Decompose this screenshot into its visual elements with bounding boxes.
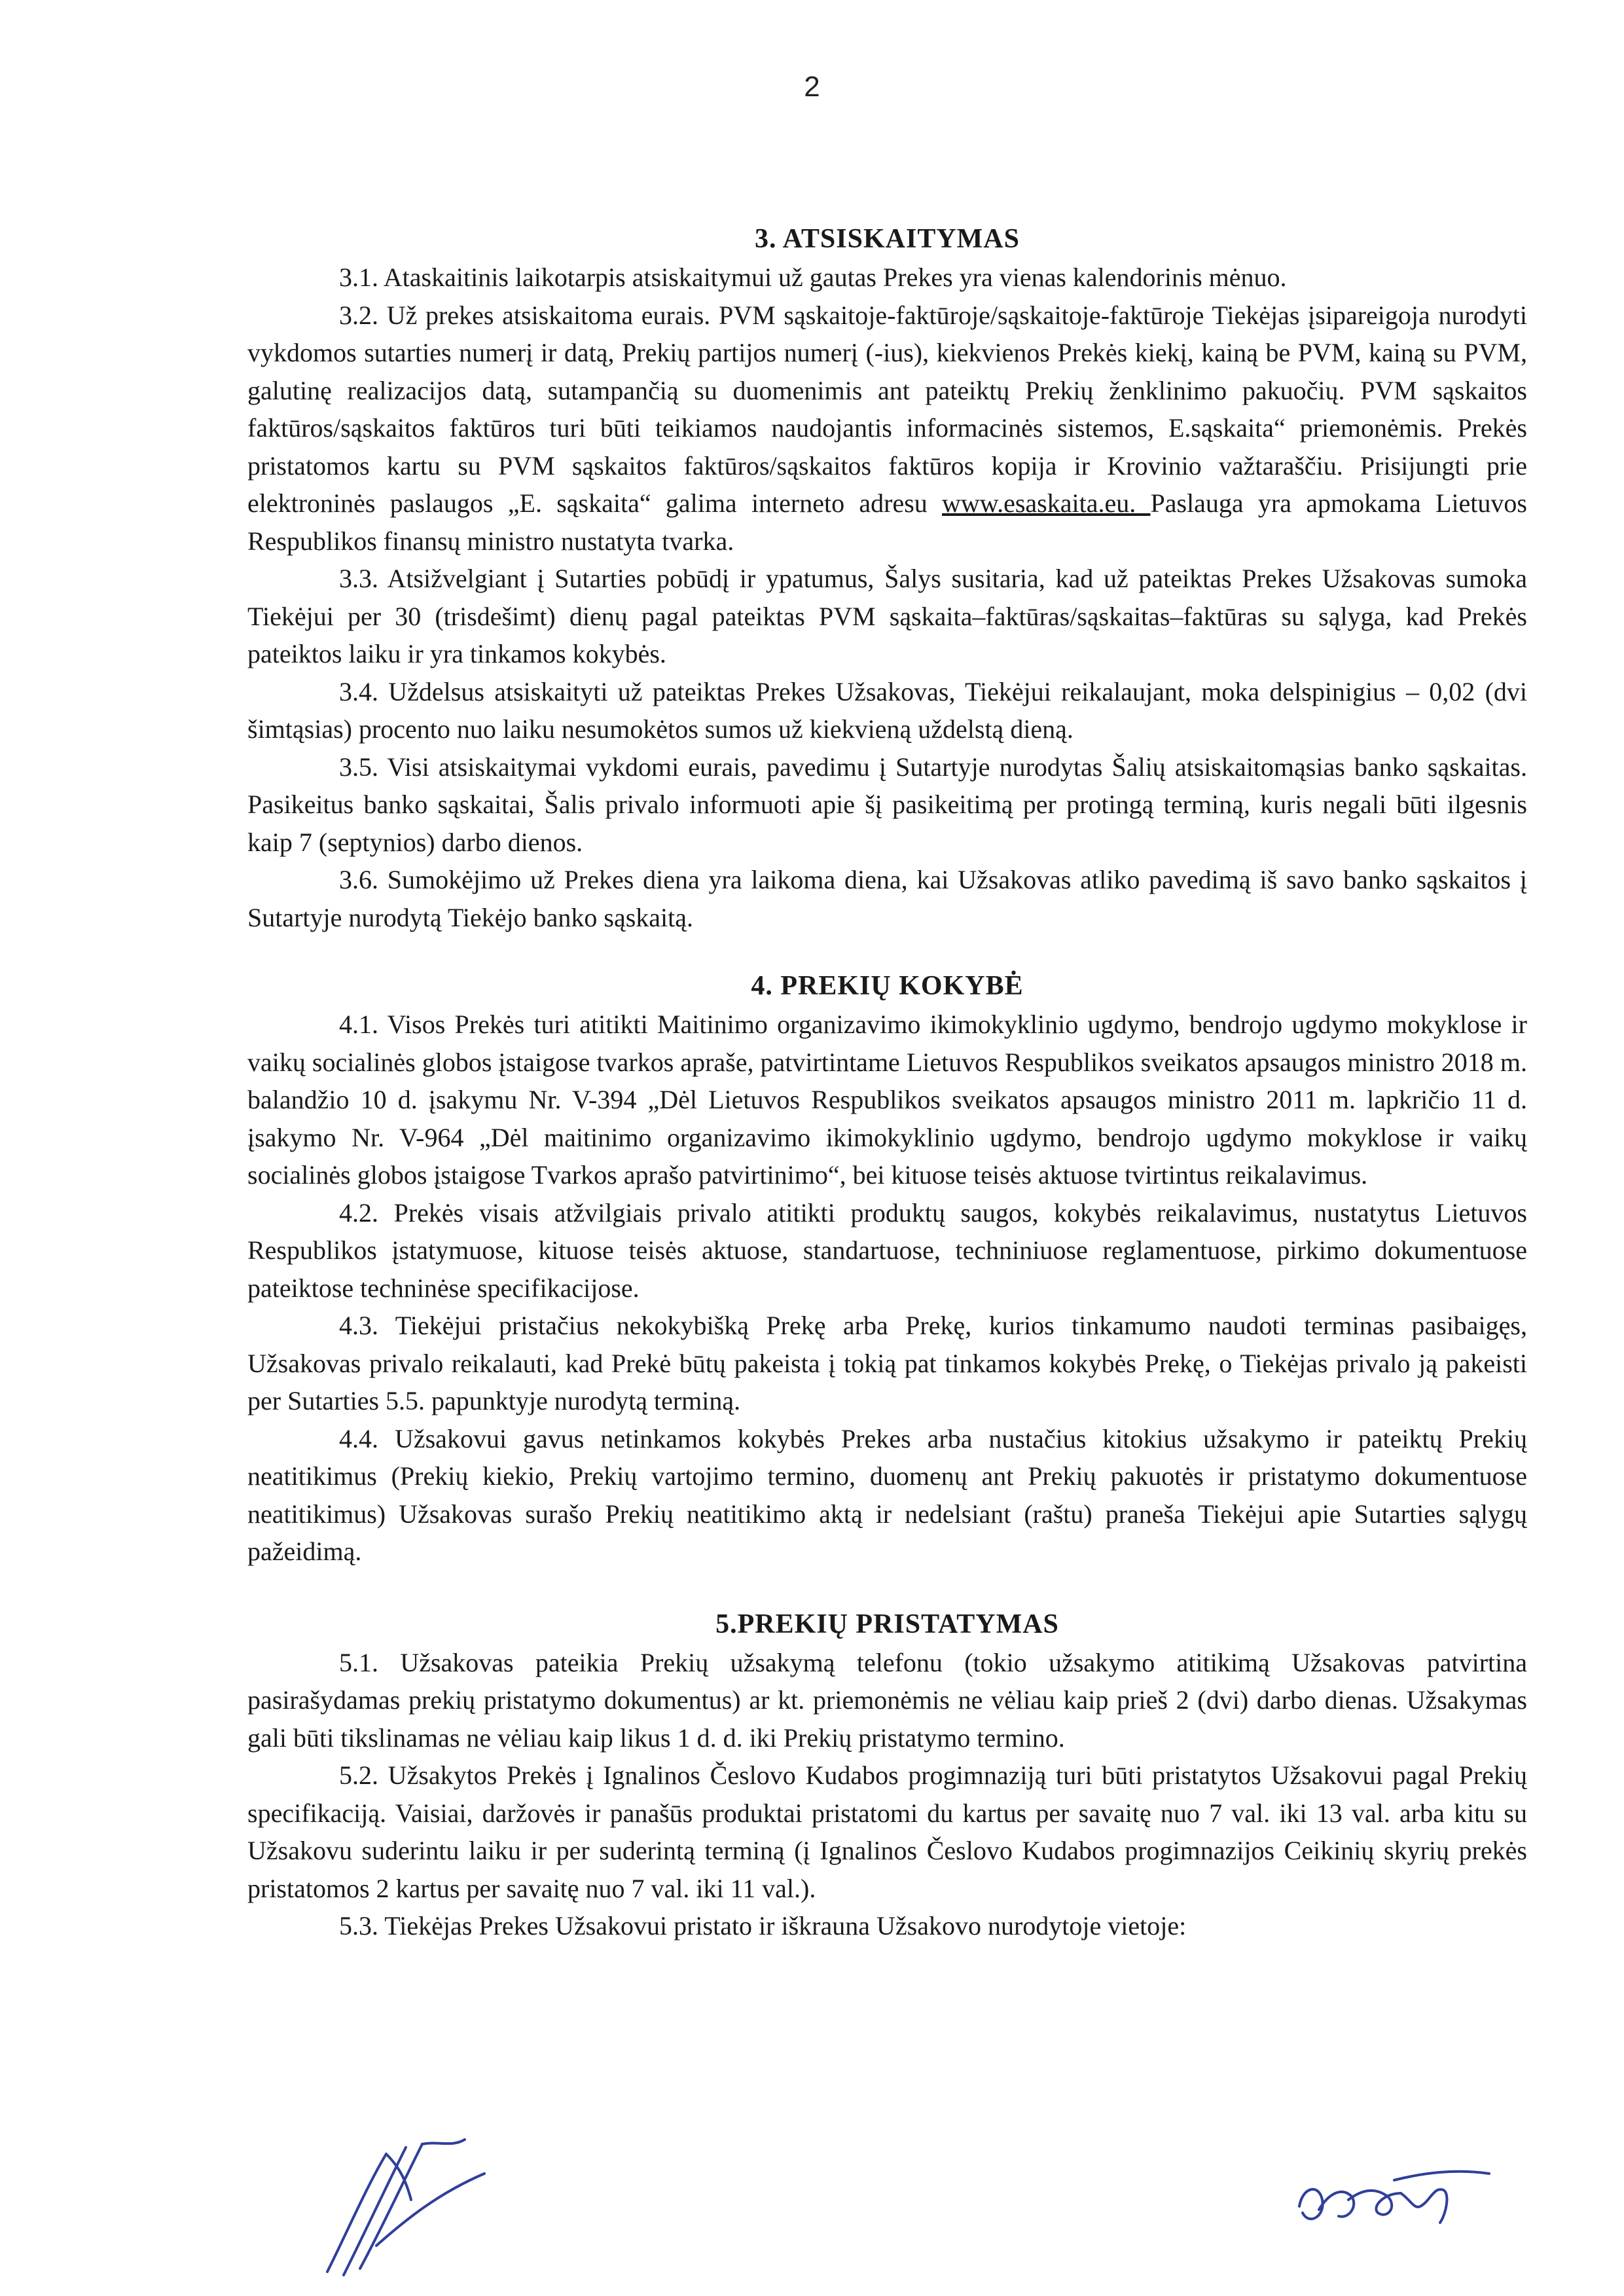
clause-5-1: 5.1. Užsakovas pateikia Prekių užsakymą telefonu (tokio užsakymo atitikimą Užsakovas patvirtina pasirašydamas prekių pristatymo dokumentus) ar kt. priemonėmis ne vėliau kaip prieš 2 (dvi) darbo dienas. Užsakymas gali būti tikslinamas ne vėliau kaip likus 1 d. d. iki Prekių pristatymo termino. <box>247 1647 1527 1753</box>
clause-4-3: 4.3. Tiekėjui pristačius nekokybišką Prekę arba Prekę, kurios tinkamumo naudoti terminas pasibaigęs, Užsakovas privalo reikalauti, kad Prekė būtų pakeista į tokią pat tinkamos kokybės Prekę, o Tiekėjas privalo ją pakeisti per Sutarties 5.5. papunktyje nurodytą terminą. <box>247 1311 1527 1415</box>
clause-5-3: 5.3. Tiekėjas Prekes Užsakovui pristato ir iškrauna Užsakovo nurodytoje vietoje: <box>339 1911 1187 1941</box>
section-heading-quality: 4. PREKIŲ KOKYBĖ <box>751 971 1024 1001</box>
clause-3-5: 3.5. Visi atsiskaitymai vykdomi eurais, pavedimu į Sutartyje nurodytas Šalių atsiskaitomąsias banko sąskaitas. Pasikeitus banko sąskaitai, Šalis privalo informuoti apie šį pasikeitimą per protingą terminą, kuris negali būti ilgesnis kaip 7 (septynios) darbo dienos. <box>247 752 1527 857</box>
page-number: 2 <box>804 71 820 103</box>
document-body <box>247 219 1527 1945</box>
clause-4-4: 4.4. Užsakovui gavus netinkamos kokybės Prekes arba nustačius kitokius užsakymo ir pateiktų Prekių neatitikimus (Prekių kiekio, Prekių vartojimo termino, duomenų ant Prekių pakuotės ir pristatymo dokumentuose neatitikimus) Užsakovas surašo Prekių neatitikimo aktą ir nedelsiant (raštu) praneša Tiekėjui apie Sutarties sąlygų pažeidimą. <box>247 1423 1527 1566</box>
signature-left-icon <box>308 2128 504 2285</box>
clause-4-1: 4.1. Visos Prekės turi atitikti Maitinimo organizavimo ikimokyklinio ugdymo, bendrojo ugdymo mokyklose ir vaikų socialinės globos įstaigose tvarkos apraše, patvirtintame Lietuvos Respublikos sveikatos apsaugos ministro 2018 m. balandžio 10 d. įsakymu Nr. V-394 „Dėl Lietuvos Respublikos sveikatos apsaugos ministro 2011 m. lapkričio 11 d. įsakymo Nr. V-964 „Dėl maitinimo organizavimo ikimokyklinio ugdymo, bendrojo ugdymo mokyklose ir vaikų socialinės globos įstaigose Tvarkos aprašo patvirtinimo“, bei kituose teisės aktuose tvirtintus reikalavimus. <box>247 1010 1527 1190</box>
clause-4-2: 4.2. Prekės visais atžvilgiais privalo atitikti produktų saugos, kokybės reikalavimus, nustatytus Lietuvos Respublikos įstatymuose, kituose teisės aktuose, standartuose, techniniuose reglamentuose, pirkimo dokumentuose pateiktose techninėse specifikacijose. <box>247 1197 1527 1303</box>
section-heading-delivery: 5.PREKIŲ PRISTATYMAS <box>715 1609 1059 1639</box>
clause-3-2-text-b: Paslauga yra apmokama Lietuvos Respublikos finansų ministro nustatyta tvarka. <box>247 488 1527 556</box>
clause-3-1: 3.1. Ataskaitinis laikotarpis atsiskaitymui už gautas Prekes yra vienas kalendorinis mėnuo. <box>339 263 1287 292</box>
clause-5-2: 5.2. Užsakytos Prekės į Ignalinos Česlovo Kudabos progimnaziją turi būti pristatytos Užsakovui pagal Prekių specifikaciją. Vaisiai, daržovės ir panašūs produktai pristatomi du kartus per savaitę nuo 7 val. iki 13 val. arba kitu su Užsakovu suderintu laiku ir per suderintą terminą (į Ignalinos Česlovo Kudabos progimnazijos Ceikinių skyrių prekės pristatomos 2 kartus per savaitę nuo 7 val. iki 11 val.). <box>247 1760 1527 1903</box>
clause-3-2-text-a: 3.2. Už prekes atsiskaitoma eurais. PVM sąskaitoje-faktūroje/sąskaitoje-faktūroje Tiekėjas įsipareigoja nurodyti vykdomos sutarties numerį ir datą, Prekių partijos numerį (-ius), kiekvienos Prekės kiekį, kainą be PVM, kainą su PVM, galutinę realizacijos datą, sutampančią su duomenimis ant pateiktų Prekių ženklinimo pakuočių. PVM sąskaitos faktūros/sąskaitos faktūros turi būti teikiamos naudojantis informacinės sistemos, E.sąskaita“ priemonėmis. Prekės pristatomos kartu su PVM sąskaitos faktūros/sąskaitos faktūros kopija ir Krovinio važtaraščiu. Prisijungti prie elektroninės paslaugos „E. sąskaita“ galima interneto adresu <box>247 300 1527 518</box>
section-heading-payments: 3. ATSISKAITYMAS <box>755 224 1020 254</box>
clause-3-4: 3.4. Uždelsus atsiskaityti už pateiktas Prekes Užsakovas, Tiekėjui reikalaujant, moka delspinigius – 0,02 (dvi šimtąsias) procento nuo laiku nesumokėtos sumos už kiekvieną uždelstą dieną. <box>247 676 1527 744</box>
clause-3-3: 3.3. Atsižvelgiant į Sutarties pobūdį ir ypatumus, Šalys susitaria, kad už pateiktas Prekes Užsakovas sumoka Tiekėjui per 30 (trisdešimt) dienų pagal pateiktas PVM sąskaita–faktūras/sąskaitas–faktūras su sąlyga, kad Prekės pateiktos laiku ir yra tinkamos kokybės. <box>247 564 1527 668</box>
esaskaita-link[interactable]: www.esaskaita.eu. <box>942 488 1151 518</box>
signature-right-icon <box>1290 2160 1499 2246</box>
clause-3-6: 3.6. Sumokėjimo už Prekes diena yra laikoma diena, kai Užsakovas atliko pavedimą iš savo banko sąskaitos į Sutartyje nurodytą Tiekėjo banko sąskaitą. <box>247 865 1527 932</box>
clause-3-2 <box>247 297 1527 560</box>
